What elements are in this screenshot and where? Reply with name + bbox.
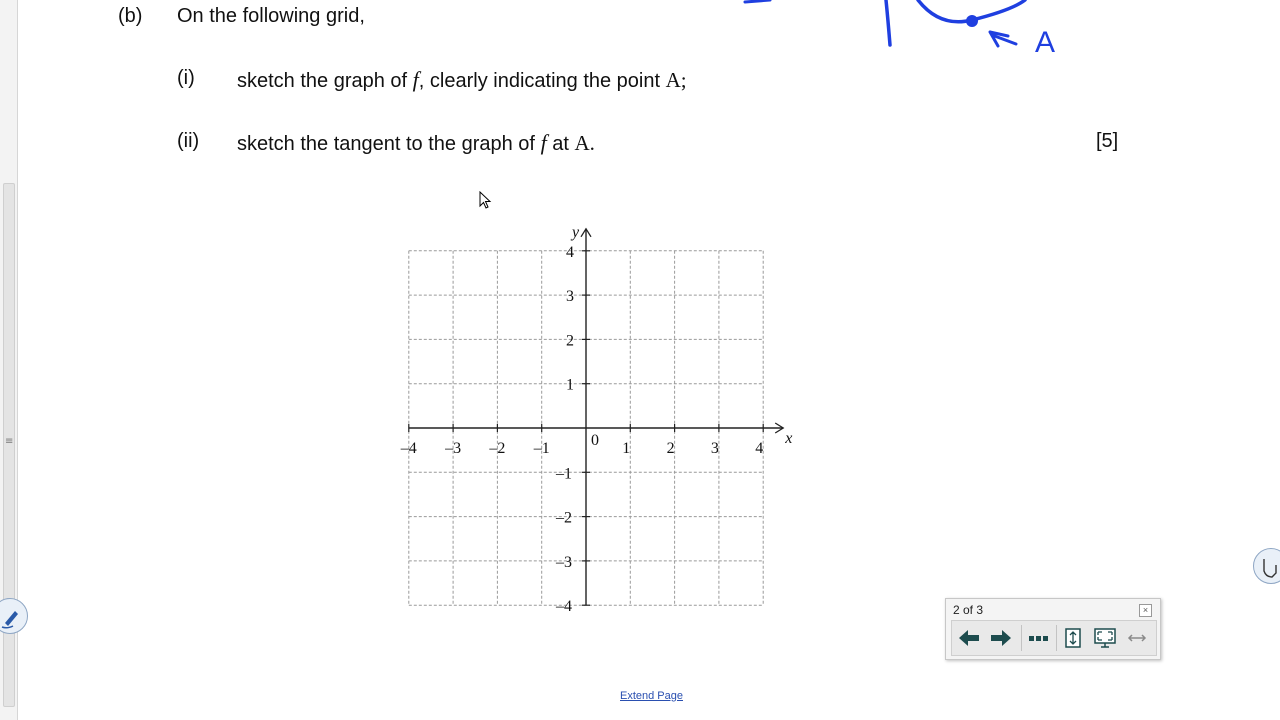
fit-height-button[interactable]: [1060, 625, 1086, 651]
page-indicator: 2 of 3: [953, 603, 984, 617]
origin-label: 0: [591, 432, 599, 449]
fit-width-button[interactable]: [1124, 625, 1150, 651]
hand-tool-button[interactable]: [1253, 548, 1280, 584]
coordinate-grid: [390, 220, 810, 620]
sub-i-label: (i): [177, 67, 195, 89]
previous-page-button[interactable]: [956, 625, 982, 651]
y-tick-label: –3: [556, 553, 572, 571]
sub-ii-label: (ii): [177, 130, 200, 152]
toolbar-separator: [1021, 625, 1022, 651]
more-pages-button[interactable]: [1026, 625, 1052, 651]
x-tick-label: –3: [445, 440, 462, 457]
y-tick-label: –4: [556, 598, 572, 616]
x-tick-label: 2: [666, 440, 675, 457]
x-tick-label: 3: [710, 440, 719, 457]
fit-width-icon: [1126, 628, 1148, 648]
marks-label: [5]: [1096, 130, 1119, 152]
sub-ii-text-a: sketch the tangent to the graph of: [237, 133, 535, 155]
point-a-ref: A.: [574, 131, 595, 155]
mouse-cursor-icon: [479, 191, 493, 211]
y-tick-label: –2: [556, 509, 572, 527]
full-screen-icon: [1093, 627, 1117, 649]
part-text: On the following grid,: [177, 5, 365, 27]
x-tick-label: 1: [622, 440, 631, 457]
scrollbar-grip-icon: ≡: [5, 436, 14, 447]
ink-annotation: [740, 0, 1080, 60]
y-axis-label: y: [572, 223, 580, 241]
x-tick-label: –2: [489, 440, 506, 457]
sub-ii-line: [237, 130, 595, 156]
y-tick-label: 4: [566, 243, 574, 261]
function-symbol: f: [412, 67, 419, 92]
y-tick-label: 2: [566, 332, 574, 350]
hand-icon: [1254, 549, 1280, 583]
pen-tool-button[interactable]: [0, 598, 28, 634]
next-page-button[interactable]: [988, 625, 1014, 651]
extend-page-link[interactable]: Extend Page: [620, 690, 683, 702]
pen-icon: [0, 599, 27, 633]
toolbar-separator: [1056, 625, 1057, 651]
more-icon: [1027, 628, 1051, 648]
y-tick-label: 3: [566, 288, 574, 306]
x-tick-label: 4: [755, 440, 764, 457]
full-screen-button[interactable]: [1092, 625, 1118, 651]
part-label: (b): [118, 5, 143, 27]
ink-label-a: A: [1035, 26, 1056, 59]
function-symbol: f: [540, 130, 547, 155]
page-navigator: [945, 598, 1161, 660]
navigator-toolbar: [951, 620, 1157, 656]
arrow-right-icon: [989, 628, 1013, 648]
y-tick-label: –1: [556, 465, 572, 483]
point-a-ref: A;: [665, 68, 687, 92]
fit-height-icon: [1062, 627, 1084, 649]
x-tick-label: –1: [533, 440, 550, 457]
arrow-left-icon: [957, 628, 981, 648]
close-icon[interactable]: ×: [1139, 604, 1152, 617]
x-tick-label: –4: [400, 440, 417, 457]
ink-point-a: [966, 15, 978, 27]
sub-i-line: [237, 67, 687, 93]
y-tick-label: 1: [566, 376, 574, 394]
sub-i-text-b: , clearly indicating the point: [418, 70, 661, 92]
sub-i-text-a: sketch the graph of: [237, 70, 408, 92]
x-axis-label: x: [785, 430, 793, 447]
sub-ii-text-b: at: [552, 133, 569, 155]
